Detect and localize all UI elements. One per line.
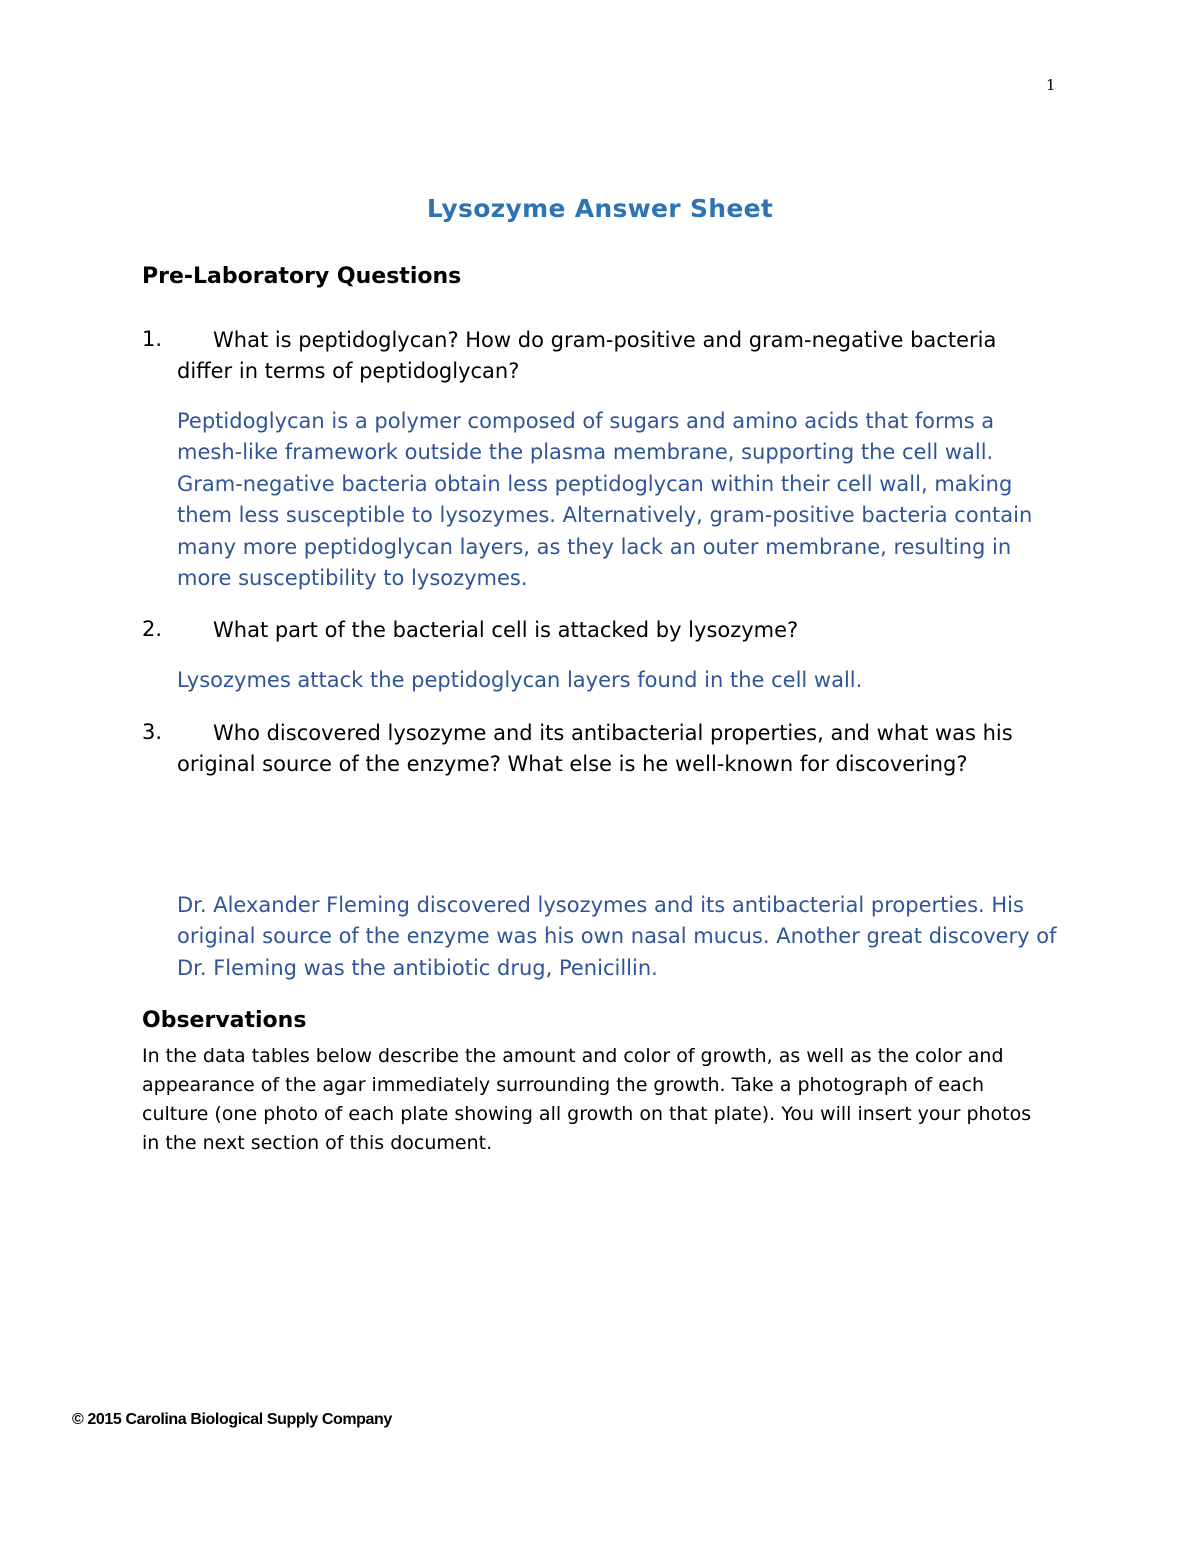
question-1-number: 1. — [142, 327, 163, 351]
answer-3: Dr. Alexander Fleming discovered lysozymes and its antibacterial properties. His original source of the enzyme was his own nasal mucus. Another great discovery of Dr. Fleming was the antibiotic drug, Penicillin. — [177, 893, 1057, 980]
question-1-text: What is peptidoglycan? How do gram-positive and gram-negative bacteria differ in terms of peptidoglycan? — [177, 328, 997, 383]
question-3-text: Who discovered lysozyme and its antibacterial properties, and what was his original source of the enzyme? What else is he well-known for discovering? — [177, 721, 1013, 776]
prelab-heading: Pre-Laboratory Questions — [142, 264, 462, 289]
answer-1: Peptidoglycan is a polymer composed of sugars and amino acids that forms a mesh-like framework outside the plasma membrane, supporting the cell wall. Gram-negative bacteria obtain less peptidoglycan within their cell wall, making them less susceptible to lysozymes. Alternatively, gram-positive bacteria contain many more peptidoglycan layers, as they lack an outer membrane, resulting in more susceptibility to lysozymes. — [177, 409, 1033, 591]
question-2-number: 2. — [142, 617, 163, 641]
answer-2: Lysozymes attack the peptidoglycan layers found in the cell wall. — [177, 668, 863, 692]
observations-body: In the data tables below describe the amount and color of growth, as well as the color and appearance of the agar immediately surrounding the growth. Take a photograph of each culture (one photo of each plate showing all growth on that plate). You will insert your photos in the next section of this document. — [142, 1045, 1032, 1154]
observations-heading: Observations — [142, 1008, 307, 1033]
page-number: 1 — [1046, 76, 1056, 94]
question-3-number: 3. — [142, 720, 163, 744]
question-2-text: What part of the bacterial cell is attacked by lysozyme? — [213, 618, 799, 642]
copyright-footer: © 2015 Carolina Biological Supply Company — [72, 1411, 392, 1428]
document-title: Lysozyme Answer Sheet — [426, 194, 774, 223]
